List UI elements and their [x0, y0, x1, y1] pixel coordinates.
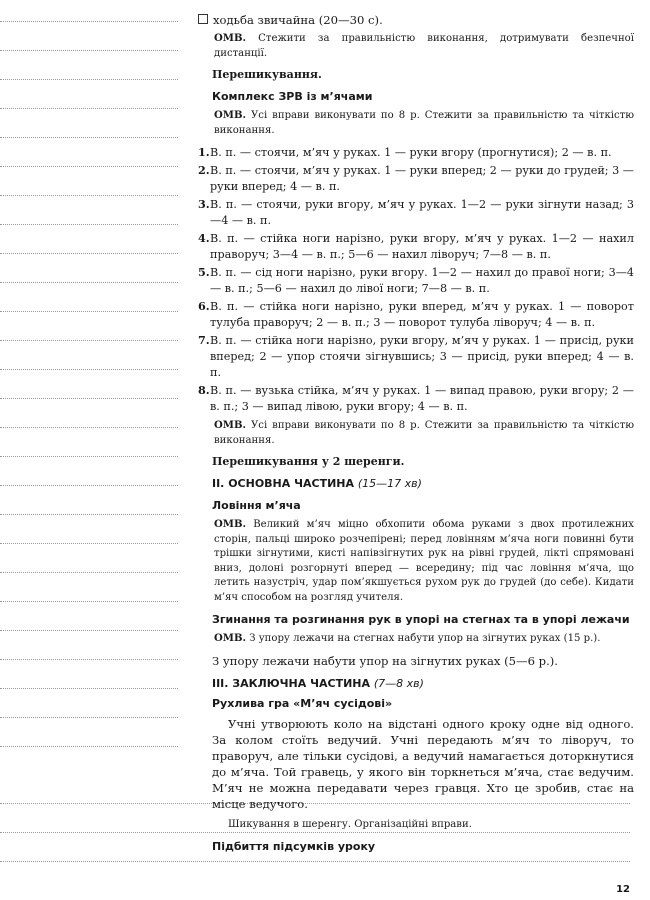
- section-final-heading: [212, 676, 634, 691]
- exercise-text: В. п. — стоячи, м’яч у руках. 1 — руки вгору (прогнутися); 2 — в. п.: [210, 146, 612, 159]
- note-line: [0, 340, 178, 341]
- note-line: [0, 137, 178, 138]
- exercise-number: 3.: [198, 197, 210, 211]
- note-line: [0, 572, 178, 573]
- note-line: [0, 369, 178, 370]
- walk-text: ходьба звичайна (20—30 с).: [213, 13, 383, 27]
- exercise-number: 6.: [198, 299, 210, 313]
- note-line: [0, 398, 178, 399]
- catch-title: Ловіння м’яча: [212, 499, 301, 512]
- exercise-number: 8.: [198, 383, 210, 397]
- exercise-item: [198, 144, 634, 161]
- note-line: [0, 282, 178, 283]
- exercise-item: [198, 298, 634, 331]
- section-title: ІІІ. ЗАКЛЮЧНА ЧАСТИНА: [212, 676, 370, 690]
- pushup-text: З упору лежачи набути упор на зігнутих руках (5—6 р.).: [212, 653, 558, 668]
- exercise-number: 5.: [198, 265, 210, 279]
- exercise-text: В. п. — стійка ноги нарізно, руки вгору, м’яч у руках. 1 — присід, руки вперед; 2 — упор стоячи зігнувшись; 3 — присід, руки вперед; 4 — в. п.: [210, 334, 634, 379]
- exercise-item: [198, 162, 634, 195]
- note-line: [0, 485, 178, 486]
- note-line: [0, 514, 178, 515]
- note-line: [0, 224, 178, 225]
- note-line: [0, 456, 178, 457]
- exercise-item: [198, 230, 634, 263]
- note-line: [0, 21, 178, 22]
- exercise-text: В. п. — стійка ноги нарізно, руки вперед, м’яч у руках. 1 — поворот тулуба праворуч; 2 — в. п.; 3 — поворот тулуба ліворуч; 4 — в. п.: [210, 300, 634, 329]
- note-line: [0, 311, 178, 312]
- omb-label: ОМВ.: [214, 519, 247, 530]
- exercise-text: В. п. — сід ноги нарізно, руки вгору. 1—2 — нахил до правої ноги; 3—4 — в. п.; 5—6 — нахил до лівої ноги; 7—8 — в. п.: [210, 266, 634, 295]
- note-line: [0, 427, 178, 428]
- omb-note-2: [214, 109, 634, 138]
- exercise-number: 1.: [198, 145, 210, 159]
- lesson-content: [198, 12, 634, 859]
- exercise-text: В. п. — вузька стійка, м’яч у руках. 1 — випад правою, руки вгору; 2 — в. п.; 3 — випад лівою, руки вгору; 4 — в. п.: [210, 384, 634, 413]
- exercise-text: В. п. — стійка ноги нарізно, руки вгору, м’яч у руках. 1—2 — нахил праворуч; 3—4 — в. п.; 5—6 — нахил ліворуч; 7—8 — в. п.: [210, 232, 634, 261]
- omb-note-1: [214, 32, 634, 61]
- omb-note-4: [214, 518, 634, 605]
- final-line: Шикування в шеренгу. Організаційні вправи.: [228, 818, 472, 830]
- page-number: 12: [616, 884, 630, 895]
- exercise-item: [198, 332, 634, 381]
- omb-text: Усі вправи виконувати по 8 р. Стежити за правильністю та чіткістю виконання.: [214, 420, 634, 446]
- note-line: [0, 50, 178, 51]
- note-line: [0, 688, 178, 689]
- summary-title: Підбиття підсумків уроку: [212, 840, 376, 853]
- bottom-note-line: [0, 861, 630, 862]
- omb-text: Усі вправи виконувати по 8 р. Стежити за правильністю та чіткістю виконання.: [214, 110, 634, 136]
- omb-text: Великий м’яч міцно обхопити обома руками з двох протилежних сторін, пальці широко розчепірені; перед ловінням м’яча ноги повинні бути трішки зігнутими, кисті напівзігнутих рук на рівні грудей, лікті спрямовані вниз, долоні розгорнуті вперед — всередину; під час ловіння м’яча, що летить назустріч, удар пом’якшується рухом рук до грудей (до себе). Кидати м’яч способом на розгляд учителя.: [214, 519, 634, 603]
- note-line: [0, 195, 178, 196]
- notes-margin: [0, 0, 178, 900]
- exercise-item: [198, 264, 634, 297]
- omb-text: З упору лежачи на стегнах набути упор на зігнутих руках (15 р.).: [246, 633, 601, 644]
- exercise-number: 2.: [198, 163, 210, 177]
- complex-title: Комплекс ЗРВ із м’ячами: [212, 90, 373, 103]
- note-line: [0, 601, 178, 602]
- exercise-item: [198, 196, 634, 229]
- omb-note-5: [214, 632, 634, 647]
- omb-label: ОМВ.: [214, 420, 247, 431]
- omb-text: Стежити за правильністю виконання, дотримувати безпечної дистанції.: [214, 33, 634, 59]
- note-line: [0, 659, 178, 660]
- omb-label: ОМВ.: [214, 33, 247, 44]
- note-line: [0, 79, 178, 80]
- exercise-item: [198, 382, 634, 415]
- section-time: (7—8 хв): [373, 676, 424, 690]
- exercise-text: В. п. — стоячи, м’яч у руках. 1 — руки вперед; 2 — руки до грудей; 3 — руки вперед; 4 — в. п.: [210, 164, 634, 193]
- game-description: Учні утворюють коло на відстані одного кроку одне від одного. За колом стоїть ведучий. Учні передають м’яч то ліворуч, то праворуч, але тільки сусідові, а ведучий намагається доторкнутися до м’яча. Той гравець, у якого він торкнеться м’яча, стає ведучим. М’яч не можна передавати через гравця. Хто це зробив, стає на місце ведучого.: [212, 716, 634, 811]
- omb-label: ОМВ.: [214, 110, 247, 121]
- exercise-number: 4.: [198, 231, 210, 245]
- square-bullet-icon: [198, 14, 208, 24]
- note-line: [0, 253, 178, 254]
- note-line: [0, 717, 178, 718]
- section-title: ІІ. ОСНОВНА ЧАСТИНА: [212, 477, 355, 490]
- section-time: (15—17 хв): [357, 477, 422, 490]
- reform-2: Перешикування у 2 шеренги.: [212, 455, 405, 468]
- omb-note-3: [214, 419, 634, 448]
- reform-1: Перешикування.: [212, 68, 322, 81]
- bend-title: Згинання та розгинання рук в упорі на стегнах та в упорі лежачи: [212, 613, 630, 626]
- exercise-number: 7.: [198, 333, 210, 347]
- exercise-text: В. п. — стоячи, руки вгору, м’яч у руках. 1—2 — руки зігнути назад; 3—4 — в. п.: [210, 198, 634, 227]
- note-line: [0, 630, 178, 631]
- section-main-heading: [212, 476, 634, 491]
- exercise-list: [198, 144, 634, 415]
- walk-item: [198, 12, 634, 28]
- note-line: [0, 108, 178, 109]
- note-line: [0, 166, 178, 167]
- note-line: [0, 746, 178, 747]
- game-title: Рухлива гра «М’яч сусідові»: [212, 696, 393, 710]
- note-line: [0, 543, 178, 544]
- omb-label: ОМВ.: [214, 633, 247, 644]
